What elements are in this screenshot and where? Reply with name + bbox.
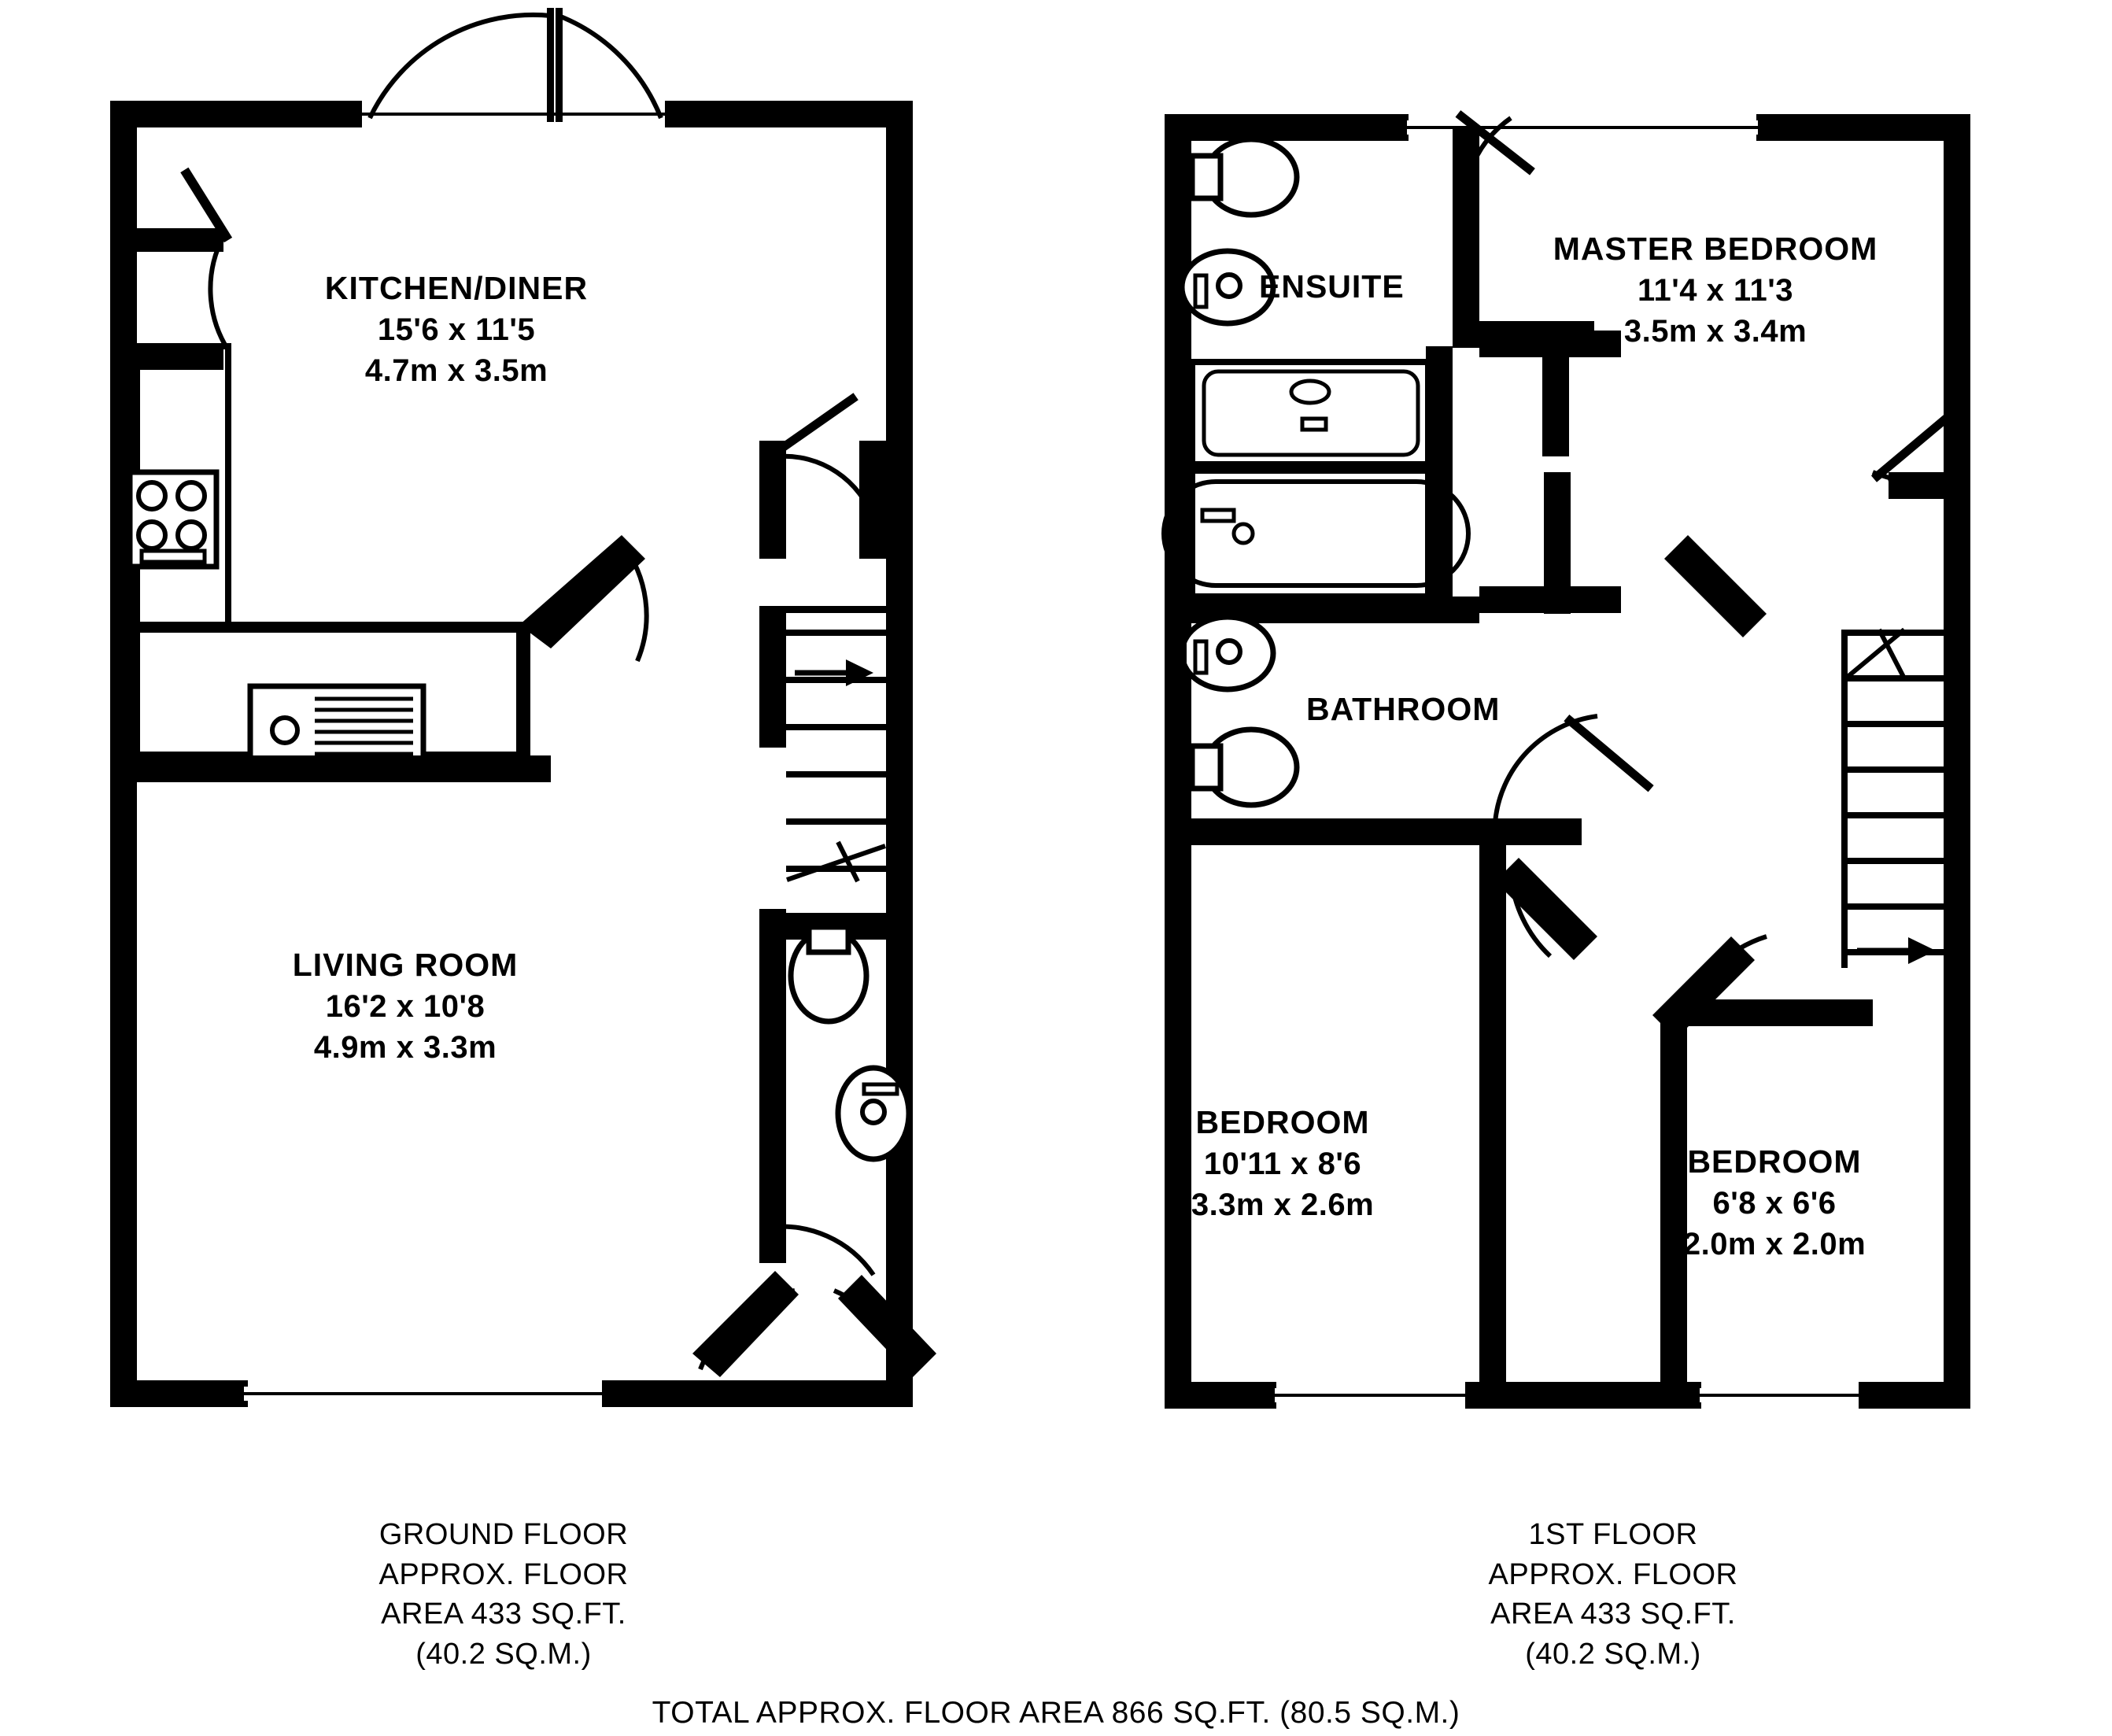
- room-dimension-metric: 4.7m x 3.5m: [364, 353, 548, 389]
- total-area-caption: TOTAL APPROX. FLOOR AREA 866 SQ.FT. (80.5 SQ.M.): [652, 1696, 1460, 1730]
- room-name: BEDROOM: [1687, 1143, 1862, 1180]
- room-name: LIVING ROOM: [292, 947, 519, 983]
- room-label-bedroom-2: [1047, 1102, 1519, 1225]
- caption-line: APPROX. FLOOR: [1488, 1557, 1738, 1591]
- room-dimension-imperial: 10'11 x 8'6: [1203, 1147, 1362, 1182]
- room-label-ensuite: [1259, 266, 1590, 308]
- caption-line: APPROX. FLOOR: [378, 1557, 629, 1591]
- room-dimension-metric: 2.0m x 2.0m: [1682, 1227, 1866, 1262]
- room-label-bedroom-3: [1538, 1141, 2010, 1265]
- ground-floor-caption: [299, 1515, 708, 1674]
- room-dimension-imperial: 15'6 x 11'5: [377, 312, 536, 348]
- room-dimension-metric: 4.9m x 3.3m: [313, 1030, 497, 1066]
- room-label-bathroom: [1306, 689, 1637, 730]
- bathroom-label: BATHROOM: [1306, 691, 1501, 727]
- room-dimension-metric: 3.5m x 3.4m: [1623, 314, 1807, 349]
- caption-line: AREA 433 SQ.FT.: [381, 1597, 626, 1631]
- caption-line: AREA 433 SQ.FT.: [1490, 1597, 1736, 1631]
- caption-line: GROUND FLOOR: [378, 1518, 629, 1551]
- caption-line: 1ST FLOOR: [1528, 1518, 1698, 1551]
- first-floor-caption: [1409, 1515, 1818, 1674]
- room-label-living-room: [169, 944, 641, 1068]
- room-dimension-metric: 3.3m x 2.6m: [1191, 1187, 1375, 1223]
- room-dimension-imperial: 6'8 x 6'6: [1712, 1186, 1837, 1221]
- ensuite-label: ENSUITE: [1259, 268, 1405, 305]
- room-name: BEDROOM: [1195, 1104, 1370, 1140]
- caption-line: (40.2 SQ.M.): [1525, 1637, 1701, 1671]
- caption-line: (40.2 SQ.M.): [415, 1637, 592, 1671]
- room-name: MASTER BEDROOM: [1553, 231, 1878, 267]
- room-name: KITCHEN/DINER: [324, 270, 589, 306]
- room-dimension-imperial: 16'2 x 10'8: [325, 989, 486, 1025]
- room-label-kitchen-diner: [220, 268, 692, 391]
- room-dimension-imperial: 11'4 x 11'3: [1637, 273, 1794, 308]
